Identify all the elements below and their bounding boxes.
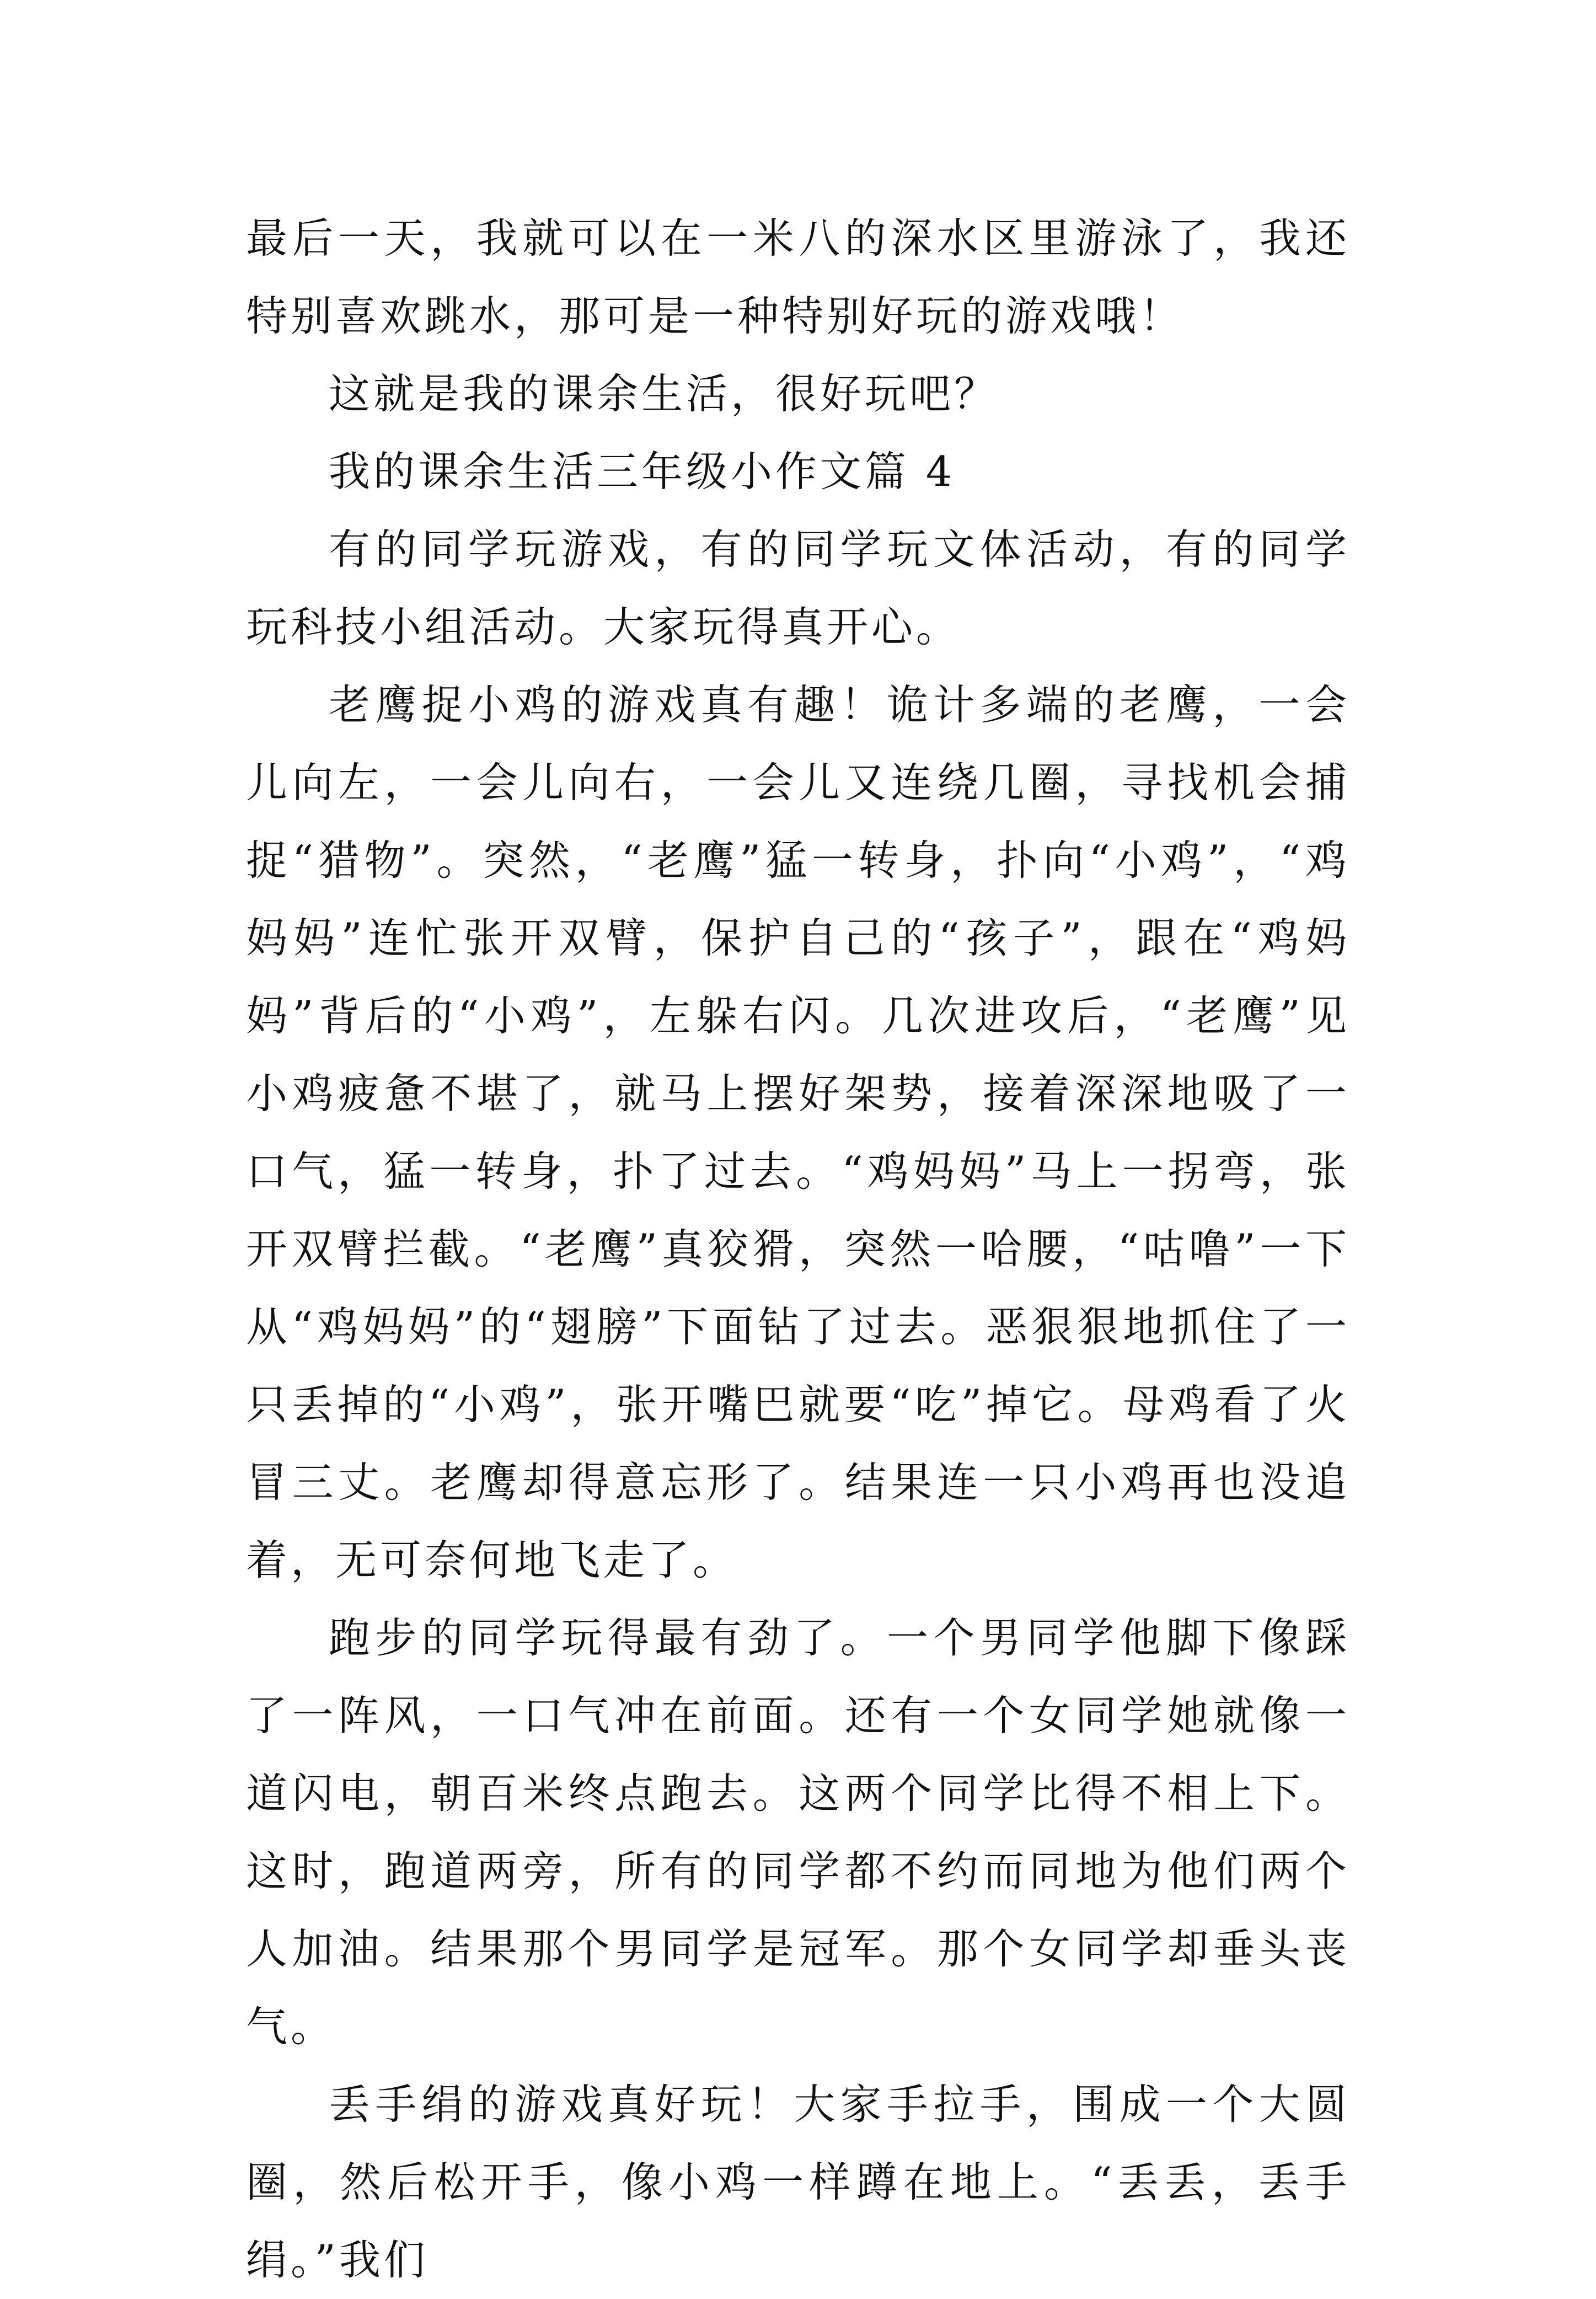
paragraph-handkerchief-game: 丢手绢的游戏真好玩！大家手拉手，围成一个大圆圈，然后松开手，像小鸡一样蹲在地上。“丢丢，丢手绢。”我们 bbox=[246, 2080, 1350, 2284]
paragraph-continued-swimming: 最后一天，我就可以在一米八的深水区里游泳了，我还特别喜欢跳水，那可是一种特别好玩的游戏哦！ bbox=[246, 214, 1350, 340]
paragraph-intro: 有的同学玩游戏，有的同学玩文体活动，有的同学玩科技小组活动。大家玩得真开心。 bbox=[246, 525, 1350, 651]
essay-heading: 我的课余生活三年级小作文篇 4 bbox=[329, 447, 956, 496]
paragraph-conclusion: 这就是我的课余生活，很好玩吧？ bbox=[329, 369, 999, 418]
document-body bbox=[246, 200, 1350, 2299]
paragraph-running: 跑步的同学玩得最有劲了。一个男同学他脚下像踩了一阵风，一口气冲在前面。还有一个女同学她就像一道闪电，朝百米终点跑去。这两个同学比得不相上下。这时，跑道两旁，所有的同学都不约而同地为他们两个人加油。结果那个男同学是冠军。那个女同学却垂头丧气。 bbox=[246, 1614, 1350, 2051]
paragraph-eagle-chick-game: 老鹰捉小鸡的游戏真有趣！诡计多端的老鹰，一会儿向左，一会儿向右，一会儿又连绕几圈，寻找机会捕捉“猎物”。突然，“老鹰”猛一转身，扑向“小鸡”，“鸡妈妈”连忙张开双臂，保护自己的“孩子”，跟在“鸡妈妈”背后的“小鸡”，左躲右闪。几次进攻后，“老鹰”见小鸡疲惫不堪了，就马上摆好架势，接着深深地吸了一口气，猛一转身，扑了过去。“鸡妈妈”马上一拐弯，张开双臂拦截。“老鹰”真狡猾，突然一哈腰，“咕噜”一下从“鸡妈妈”的“翅膀”下面钻了过去。恶狠狠地抓住了一只丢掉的“小鸡”，张开嘴巴就要“吃”掉它。母鸡看了火冒三丈。老鹰却得意忘形了。结果连一只小鸡再也没追着，无可奈何地飞走了。 bbox=[246, 680, 1350, 1584]
